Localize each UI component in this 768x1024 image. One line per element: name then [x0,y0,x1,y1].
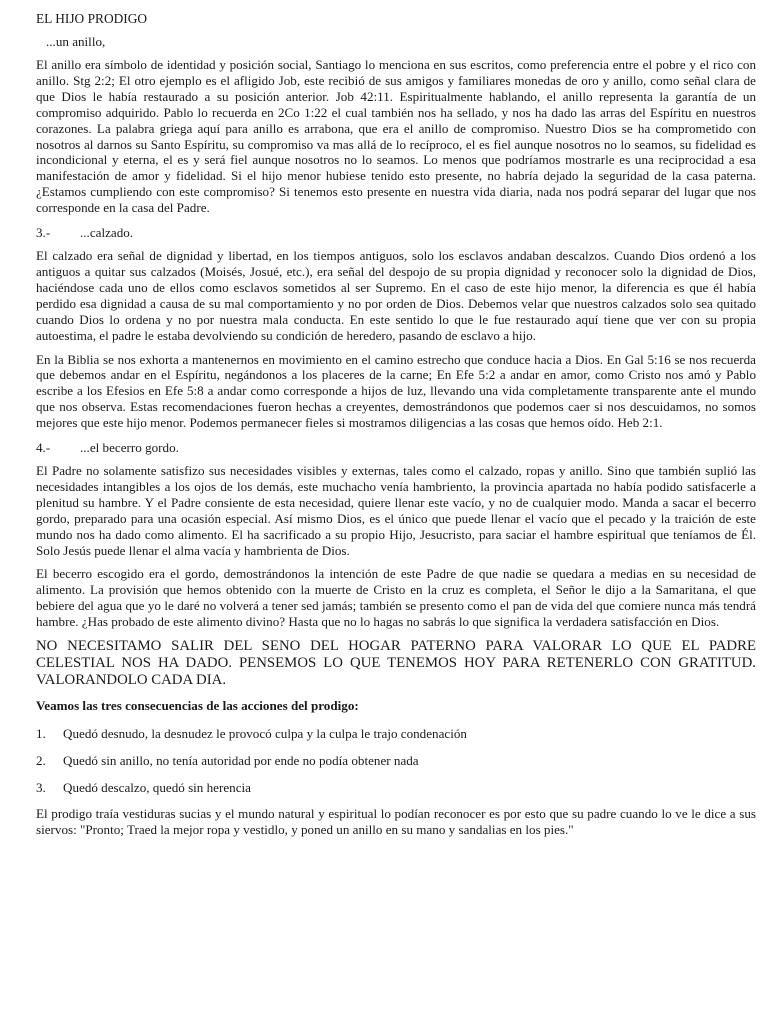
section-3-body-2: En la Biblia se nos exhorta a mantenernos en movimiento en el camino estrecho que conduce hacia a Dios. En Gal 5:16 se nos recuerda que debemos andar en el Espíritu, negándonos a los placeres de la carne; En Efe 5:2 a andar en amor, como Cristo nos amó y Pablo escribe a los Efesios en Efe 5:8 a andar como corresponde a hijos de luz, llevando una vida completamente transparente ante el mundo que nos observa. Estas recomendaciones fueron hechas a creyentes, demostrándonos que podemos caer si nos descuidamos, no somos mejores que este hijo menor. Podemos permanecer fieles si mostramos diligencias a las cosas que hemos oído. Heb 2:1. [36,351,756,431]
consequences-list [36,725,756,797]
section-4-number: 4.- [36,440,51,456]
document-title: EL HIJO PRODIGO [36,11,148,26]
section-3-heading [36,224,756,242]
closing-paragraph: El prodigo traía vestiduras sucias y el mundo natural y espiritual lo podían reconocer es por esto que su padre cuando lo ve le dice a sus siervos: "Pronto; Traed la mejor ropa y vestidlo, y poned un anillo en su mano y sandalias en los pies." [36,806,756,837]
section-1-body: El anillo era símbolo de identidad y posición social, Santiago lo menciona en sus escritos, como preferencia entre el pobre y el rico con anillo. Stg 2:2; El otro ejemplo es el afligido Job, este recibió de sus amigos y familiares monedas de oro y anillo, como señal clara de que Dios le había restaurado a su posición anterior. Job 42:11. Espiritualmente hablando, el anillo representa la garantía de un compromiso adquirido. Pablo lo recuerda en 2Co 1:22 el cual también nos ha sellado, y nos ha dado las arras del Espíritu en nuestros corazones. La palabra griega aquí para anillo es arrabona, que era el anillo de compromiso. Nuestro Dios se ha comprometido con nosotros al darnos su Santo Espíritu, su compromiso va mas allá de lo recíproco, el es fiel aunque nosotros no lo seamos, su fidelidad es incondicional y eterna, el es y será fiel aunque nosotros no lo seamos. Lo menos que podríamos mostrarle es una reciprocidad a esa manifestación de amor y fidelidad. Si el hijo menor hubiese tenido esto presente, no habría dejado la seguridad de la casa paterna. ¿Estamos cumpliendo con este compromiso? Si tenemos esto presente en nuestra vida diaria, nada nos podrá separar del lugar que nos corresponde en la casa del Padre. [36,57,756,216]
list-item-text: Quedó desnudo, la desnudez le provocó culpa y la culpa le trajo condenación [63,726,467,742]
list-item [36,752,756,770]
document-page [36,10,756,846]
uppercase-note: NO NECESITAMO SALIR DEL SENO DEL HOGAR PATERNO PARA VALORAR LO QUE EL PADRE CELESTIAL NOS HA DADO. PENSEMOS LO QUE TENEMOS HOY PARA RETENERLO CON GRATITUD. VALORANDOLO CADA DIA. [36,638,756,689]
consequences-heading: Veamos las tres consecuencias de las acciones del prodigo: [36,698,359,714]
list-item-number: 1. [36,726,46,742]
list-item [36,725,756,743]
list-item-text: Quedó sin anillo, no tenía autoridad por ende no podía obtener nada [63,753,419,769]
section-4-body-1: El Padre no solamente satisfizo sus necesidades visibles y externas, tales como el calzado, ropas y anillo. Sino que también suplió las necesidades intangibles a los ojos de los demás, este muchacho venía hambriento, la provincia apartada no había podido satisfacerle a plenitud su hambre. Y el Padre consiente de esta necesidad, quiere llenar este vacío, y no de cualquier modo. Manda a sacar el becerro gordo, preparado para una ocasión especial. Así mismo Dios, es el único que puede llenar el vacío que el pecado y la traición de este mundo nos ha dado como alimento. El ha sacrificado a su propio Hijo, Jesucristo, para saciar el hambre espiritual que teníamos de Él. Solo Jesús puede llenar el alma vacía y hambrienta de Dios. [36,463,756,558]
section-4-heading [36,439,756,457]
list-item [36,779,756,797]
section-3-number: 3.- [36,225,51,241]
section-4-label: ...el becerro gordo. [80,440,179,456]
list-item-number: 3. [36,780,46,796]
section-3-label: ...calzado. [80,225,134,241]
section-3-body-1: El calzado era señal de dignidad y libertad, en los tiempos antiguos, solo los esclavos andaban descalzos. Cuando Dios ordenó a los antiguos a quitar sus calzados (Moisés, Josué, etc.), era señal del despojo de su propia dignidad y reconocer solo la dignidad de Dios, haciéndose cada uno de ellos como esclavos sometidos al ser Supremo. En el caso de este hijo menor, la diferencia es que él había perdido esa dignidad a causa de su mal comportamiento y no por orden de Dios. Debemos velar que nuestros calzados solo sea quitado cuando Dios lo ordena y no por nuestra mala conducta. En este sentido lo que le fue restaurado aquí tiene que ver con su propia autoestima, el padre le estaba devolviendo su condición de heredero, pasando de esclavo a hijo. [36,248,756,343]
section-4-body-2: El becerro escogido era el gordo, demostrándonos la intención de este Padre de que nadie se quedara a medias en su necesidad de alimento. La provisión que hemos obtenido con la muerte de Cristo en la cruz es completa, el Señor le dijo a la Samaritana, el que bebiere del agua que yo le daré no volverá a tener sed jamás; también se presento como el pan de vida del que comiere nunca más tendrá hambre. ¿Has probado de este alimento divino? Hasta que no lo hagas no sabrás lo que significa la verdadera satisfacción en Dios. [36,566,756,630]
section-1-label: ...un anillo, [46,34,106,49]
list-item-number: 2. [36,753,46,769]
list-item-text: Quedó descalzo, quedó sin herencia [63,780,251,796]
